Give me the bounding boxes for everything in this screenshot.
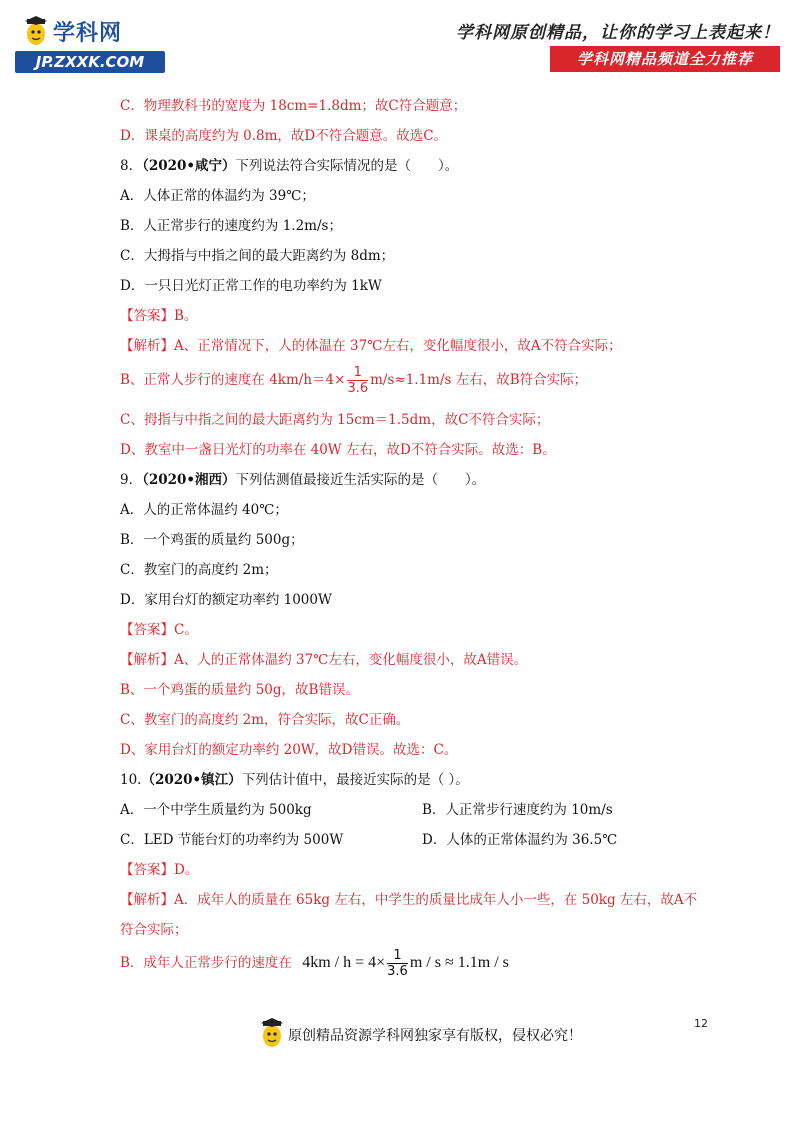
q9-text: 下列估测值最接近生活实际的是（ ）。 [235, 472, 486, 488]
q8-explanation-d: D、教室中一盏日光灯的功率在 40W 左右，故D不符合实际。故选：B。 [120, 442, 556, 458]
q8-answer [120, 306, 197, 326]
q10-answer [120, 860, 198, 880]
q8-explanation-c: C、拇指与中指之间的最大距离约为 15cm＝1.5dm，故C不符合实际； [120, 412, 550, 428]
answer-tag: 【答案】 [120, 622, 174, 638]
zxxk-logo[interactable] [15, 15, 165, 75]
q10-explanation-a2: 符合实际； [120, 922, 188, 938]
footer-mascot-icon [258, 1018, 286, 1048]
q8-option-d: D．一只日光灯正常工作的电功率约为 1kW [120, 278, 382, 294]
speed-formula [302, 947, 509, 979]
explanation-b-suffix: m/s≈1.1m/s 左右，故B符合实际； [370, 372, 588, 388]
q10-explanation-b [120, 940, 509, 986]
q9-option-b: B．一个鸡蛋的质量约 500g； [120, 532, 304, 548]
answer-value: B。 [174, 308, 198, 324]
q8-option-a: A．人体正常的体温约为 39℃； [120, 188, 315, 204]
q8-option-c: C．大拇指与中指之间的最大距离约为 8dm； [120, 248, 395, 264]
q10-explanation-a1 [120, 890, 697, 910]
explanation-b-prefix: B、正常人步行的速度在 4km/h＝4× [120, 372, 346, 388]
q10-stem [120, 770, 469, 790]
formula-numerator: 1 [387, 948, 408, 964]
mascot-icon [23, 16, 49, 46]
formula-denominator: 3.6 [387, 963, 408, 979]
logo-top-row [23, 15, 122, 47]
footer-copyright: 原创精品资源学科网独家享有版权，侵权必究！ [288, 1028, 582, 1044]
q9-explanation-c: C、教室门的高度约 2m，符合实际，故C正确。 [120, 712, 410, 728]
answer-value: C。 [174, 622, 198, 638]
answer-tag: 【答案】 [120, 308, 174, 324]
header-banner: 学科网精品频道全力推荐 [550, 46, 780, 72]
q10-option-d: D．人体的正常体温约为 36.5℃ [422, 832, 618, 848]
formula-suffix: m / s ≈ 1.1m / s [409, 954, 509, 971]
explanation-tag: 【解析】 [120, 338, 174, 354]
q7-explanation-c: C．物理教科书的宽度为 18cm=1.8dm；故C符合题意； [120, 98, 467, 114]
fraction-denominator: 3.6 [347, 381, 369, 396]
q9-explanation-a [120, 650, 527, 670]
header-slogan: 学科网原创精品，让你的学习上表起来！ [456, 23, 780, 43]
q10-option-a: A．一个中学生质量约为 500kg [120, 802, 312, 818]
q8-source: （2020•咸宁） [142, 158, 236, 174]
explanation-tag: 【解析】 [120, 892, 174, 908]
page-number: 12 [694, 1017, 708, 1030]
q10-option-c: C．LED 节能台灯的功率约为 500W [120, 832, 344, 848]
q9-number: 9． [120, 472, 143, 488]
q10-option-b: B．人正常步行速度约为 10m/s [422, 802, 613, 818]
answer-value: D。 [174, 862, 199, 878]
q9-option-a: A．人的正常体温约 40℃； [120, 502, 288, 518]
explanation-text: A、人的正常体温约 37℃左右，变化幅度很小，故A错误。 [174, 652, 528, 668]
q8-number: 8． [120, 158, 143, 174]
explanation-text: A．成年人的质量在 65kg 左右，中学生的质量比成年人小一些，在 50kg 左右，故A不 [174, 892, 698, 908]
logo-text: 学科网 [53, 20, 123, 46]
formula-prefix: 4km / h = 4× [302, 954, 386, 971]
page-header [0, 0, 800, 80]
q10-text: 下列估计值中，最接近实际的是（ ）。 [241, 772, 469, 788]
q7-explanation-d: D．课桌的高度约为 0.8m，故D不符合题意。故选C。 [120, 128, 448, 144]
q8-explanation-b [120, 362, 587, 398]
q10-number: 10. [120, 772, 142, 788]
q9-option-c: C．教室门的高度约 2m； [120, 562, 278, 578]
explanation-b-text: B．成年人正常步行的速度在 [120, 955, 292, 971]
q8-stem [120, 156, 458, 176]
formula-fraction [387, 948, 408, 979]
q9-option-d: D．家用台灯的额定功率约 1000W [120, 592, 332, 608]
q8-option-b: B．人正常步行的速度约为 1.2m/s； [120, 218, 342, 234]
q9-source: （2020•湘西） [142, 472, 236, 488]
q9-answer [120, 620, 198, 640]
q9-stem [120, 470, 485, 490]
q10-source: （2020•镇江） [141, 772, 242, 788]
q8-text: 下列说法符合实际情况的是（ ）。 [235, 158, 459, 174]
logo-url: JP.ZXXK.COM [15, 51, 165, 73]
q8-explanation-a [120, 336, 622, 356]
explanation-tag: 【解析】 [120, 652, 174, 668]
fraction-numerator: 1 [347, 365, 368, 381]
fraction [347, 365, 368, 396]
q9-explanation-b: B、一个鸡蛋的质量约 50g，故B错误。 [120, 682, 359, 698]
q9-explanation-d: D、家用台灯的额定功率约 20W，故D错误。故选：C。 [120, 742, 458, 758]
answer-tag: 【答案】 [120, 862, 174, 878]
explanation-text: A、正常情况下，人的体温在 37℃左右，变化幅度很小，故A不符合实际； [174, 338, 622, 354]
